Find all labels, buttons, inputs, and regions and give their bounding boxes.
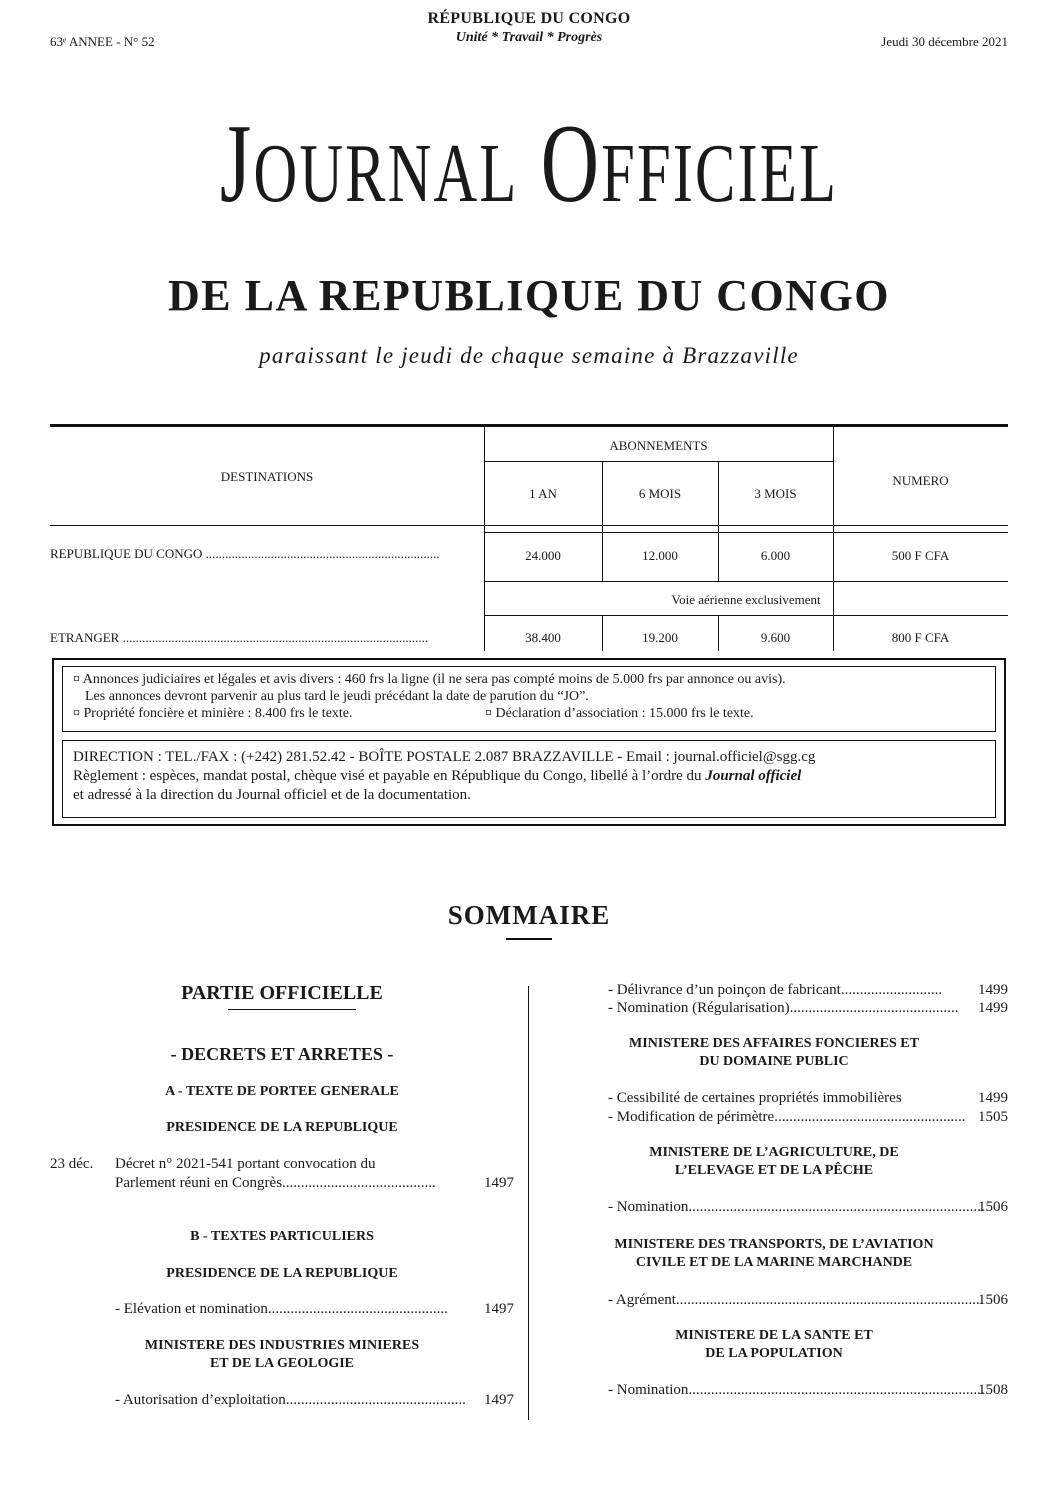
dest-congo <box>50 546 460 562</box>
sommaire-title: SOMMAIRE <box>447 900 611 930</box>
etranger-3mois: 9.600 <box>760 630 791 645</box>
table-rule <box>50 525 1008 526</box>
reglement-text: Règlement : espèces, mandat postal, chèque visé et payable en République du Congo, libellé à l’ordre du <box>73 768 706 784</box>
notice-line-2: Les annonces devront parvenir au plus tard le jeudi précédant la date de parution du “JO”. <box>85 689 589 704</box>
toc-entry-title: Décret n° 2021-541 portant convocation du <box>115 1156 376 1172</box>
presidence-heading: PRESIDENCE DE LA REPUBLIQUE <box>166 1266 398 1281</box>
decrets-heading: - DECRETS ET ARRETES - <box>170 1044 394 1064</box>
title-initial-o: O <box>540 102 602 226</box>
ministry-heading: MINISTERE DE LA SANTE ET <box>675 1328 873 1343</box>
header-country: RÉPUBLIQUE DU CONGO <box>427 10 631 27</box>
direction-line-2 <box>73 767 985 786</box>
page-number: 1506 <box>978 1199 1008 1215</box>
toc-entry-text: - Délivrance d’un poinçon de fabricant <box>608 982 841 998</box>
page-number: 1508 <box>978 1382 1008 1398</box>
toc-entry-continued <box>115 1175 455 1192</box>
ministry-heading: ET DE LA GEOLOGIE <box>209 1356 355 1371</box>
air-note: Voie aérienne exclusivement <box>671 592 821 607</box>
sommaire-rule <box>506 938 552 940</box>
congo-3mois: 6.000 <box>760 548 791 563</box>
section-a-heading: A - TEXTE DE PORTEE GENERALE <box>165 1084 399 1099</box>
page-number: 1506 <box>978 1292 1008 1308</box>
toc-entry-text: - Nomination <box>608 1199 689 1215</box>
ministry-heading: CIVILE ET DE LA MARINE MARCHANDE <box>635 1255 913 1270</box>
journal-title <box>148 102 910 230</box>
section-b-heading: B - TEXTES PARTICULIERS <box>190 1229 374 1244</box>
table-rule <box>484 581 1008 582</box>
notice-association: ¤ Déclaration d’association : 15.000 frs le texte. <box>485 706 754 721</box>
toc-entry-text: Parlement réuni en Congrès <box>115 1175 283 1191</box>
ministry-heading: DU DOMAINE PUBLIC <box>699 1054 849 1069</box>
toc-entry <box>608 1090 943 1107</box>
dest-congo-label: REPUBLIQUE DU CONGO <box>50 546 203 561</box>
notices-box <box>62 666 996 732</box>
dest-etranger <box>50 630 460 646</box>
toc-entry-text: - Modification de périmètre <box>608 1109 775 1125</box>
numero-header: NUMERO <box>892 473 949 488</box>
page-number: 1497 <box>484 1392 514 1408</box>
abonnements-header: ABONNEMENTS <box>609 438 708 453</box>
issue-number: 63ᵉ ANNEE - N° 52 <box>50 34 155 49</box>
leader-dots: ................................................ <box>267 1301 448 1317</box>
title-initial-j: J <box>219 102 254 226</box>
header-motto: Unité * Travail * Progrès <box>455 30 603 45</box>
page-number: 1497 <box>484 1301 514 1317</box>
toc-entry-text: - Autorisation d’exploitation <box>115 1392 286 1408</box>
leader-dots: .............................................................................................. <box>122 630 429 645</box>
dest-etranger-label: ETRANGER <box>50 630 120 645</box>
congo-6mois: 12.000 <box>642 548 678 563</box>
table-rule <box>484 615 1008 616</box>
leader-dots: ............................................. <box>789 1000 959 1016</box>
table-rule <box>484 461 833 462</box>
ministry-heading: MINISTERE DES AFFAIRES FONCIERES ET <box>629 1036 919 1051</box>
toc-entry-text: - Cessibilité de certaines propriétés immobilières <box>608 1090 902 1106</box>
toc-entry <box>115 1301 450 1318</box>
toc-entry <box>608 1292 984 1309</box>
col-1an: 1 AN <box>529 486 557 501</box>
congo-numero: 500 F CFA <box>891 548 950 563</box>
col-6mois: 6 MOIS <box>638 486 682 501</box>
congo-1an: 24.000 <box>525 548 561 563</box>
ministry-heading: MINISTERE DES TRANSPORTS, DE L’AVIATION <box>614 1237 934 1252</box>
entry-date: 23 déc. <box>50 1156 94 1172</box>
notice-line-1: ¤ Annonces judiciaires et légales et avis divers : 460 frs la ligne (il ne sera pas compté moins de 5.000 frs par annonce ou avis). <box>73 672 786 687</box>
direction-line-1: DIRECTION : TEL./FAX : (+242) 281.52.42 - BOÎTE POSTALE 2.087 BRAZZAVILLE - Email : journal.officiel@sgg.cg <box>73 749 816 765</box>
ministry-heading: MINISTERE DE L’AGRICULTURE, DE <box>649 1145 899 1160</box>
leader-dots: .................................................................................. <box>675 1292 984 1308</box>
journal-subtitle: DE LA REPUBLIQUE DU CONGO <box>167 271 891 320</box>
presidence-heading: PRESIDENCE DE LA REPUBLIQUE <box>166 1120 398 1135</box>
toc-entry-text: - Nomination (Régularisation) <box>608 1000 790 1016</box>
title-rest-journal: OURNAL <box>253 127 519 220</box>
partie-officielle: PARTIE OFFICIELLE <box>181 982 383 1004</box>
ministry-heading: L’ELEVAGE ET DE LA PÊCHE <box>674 1163 874 1178</box>
leader-dots: ........................................................................ <box>205 546 440 561</box>
notice-fonciere: ¤ Propriété foncière et minière : 8.400 frs le texte. <box>73 706 353 721</box>
toc-entry-text: - Agrément <box>608 1292 676 1308</box>
leader-dots: ......................................... <box>282 1175 436 1191</box>
direction-line-3: et adressé à la direction du Journal officiel et de la documentation. <box>73 787 471 803</box>
toc-entry <box>608 1000 959 1017</box>
toc-entry <box>608 1199 985 1216</box>
leader-dots: ................................................... <box>774 1109 966 1125</box>
notice-line-3 <box>73 705 985 722</box>
ministry-heading: DE LA POPULATION <box>705 1346 843 1361</box>
etranger-numero: 800 F CFA <box>891 630 950 645</box>
toc-entry <box>115 1392 466 1409</box>
destinations-header: DESTINATIONS <box>220 469 314 484</box>
journal-tagline: paraissant le jeudi de chaque semaine à Brazzaville <box>259 343 799 368</box>
page-number: 1499 <box>978 1090 1008 1106</box>
title-rest-officiel: FFICIEL <box>601 127 839 220</box>
etranger-1an: 38.400 <box>525 630 561 645</box>
direction-box <box>62 740 996 818</box>
leader-dots: ........................... <box>840 982 943 998</box>
leader-dots: ............................................................................... <box>688 1382 985 1398</box>
page-number: 1499 <box>978 982 1008 998</box>
table-top-rule <box>50 424 1008 427</box>
toc-entry <box>608 1382 985 1399</box>
page-number: 1505 <box>978 1109 1008 1125</box>
issue-date: Jeudi 30 décembre 2021 <box>881 34 1008 49</box>
table-rule <box>484 532 1008 533</box>
leader-dots: ................................................ <box>285 1392 466 1408</box>
toc-entry-text: - Nomination <box>608 1382 689 1398</box>
ministry-heading: MINISTERE DES INDUSTRIES MINIERES <box>144 1338 420 1353</box>
page-number: 1499 <box>978 1000 1008 1016</box>
toc-entry-text: - Elévation et nomination <box>115 1301 268 1317</box>
partie-underline <box>228 1009 356 1010</box>
table-divider <box>833 427 834 651</box>
column-divider <box>528 986 529 1420</box>
toc-entry <box>608 982 943 999</box>
leader-dots: ............................................................................... <box>688 1199 985 1215</box>
journal-officiel-ref: Journal officiel <box>705 768 802 784</box>
page-number: 1497 <box>484 1175 514 1191</box>
etranger-6mois: 19.200 <box>642 630 678 645</box>
toc-entry <box>608 1109 966 1126</box>
col-3mois: 3 MOIS <box>754 486 797 501</box>
